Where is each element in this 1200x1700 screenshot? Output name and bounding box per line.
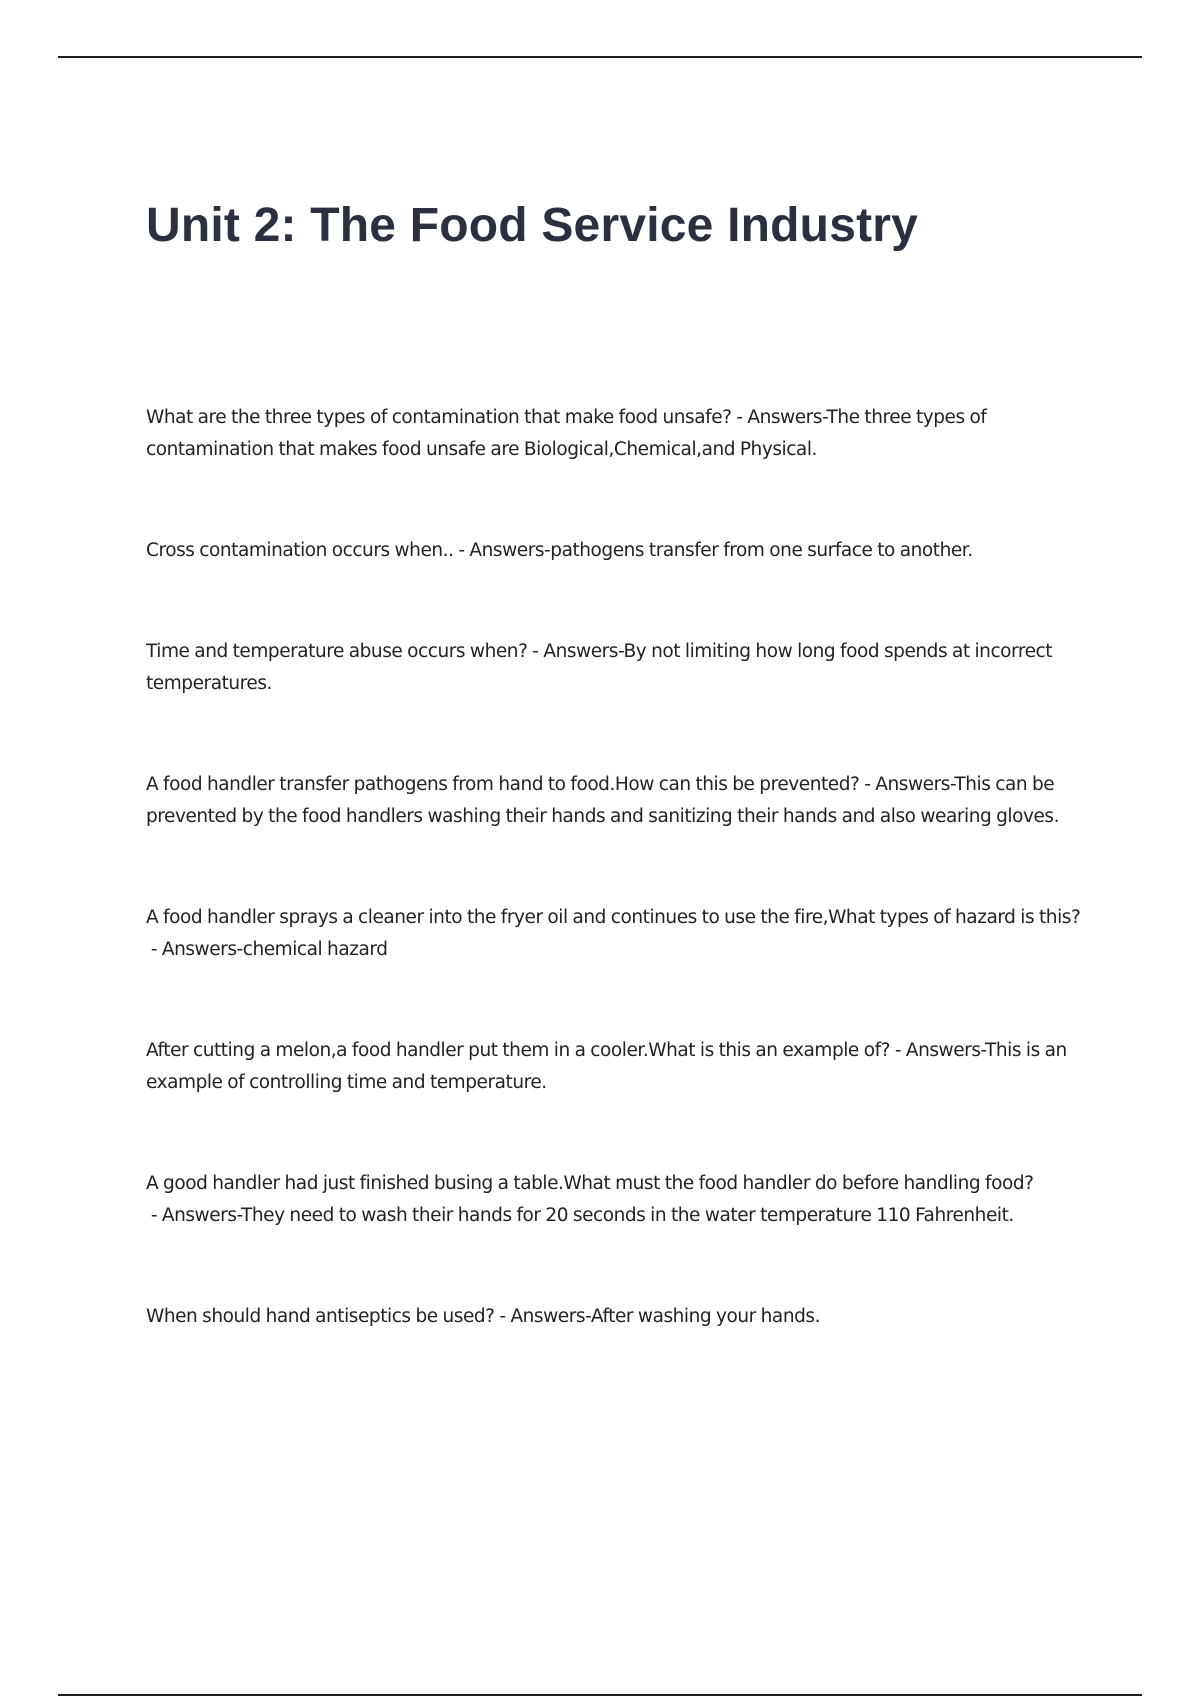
qa-separator: - bbox=[731, 407, 748, 428]
question-text: A food handler sprays a cleaner into the fryer oil and continues to use the fire,What types of hazard is this? bbox=[146, 907, 1081, 928]
qa-item bbox=[146, 902, 1086, 966]
qa-item bbox=[146, 402, 1086, 466]
question-text: Cross contamination occurs when.. bbox=[146, 540, 454, 561]
answer-text: Answers-pathogens transfer from one surface to another. bbox=[469, 540, 973, 561]
qa-separator: - bbox=[146, 1205, 162, 1226]
question-text: A good handler had just finished busing a table.What must the food handler do before handling food? bbox=[146, 1173, 1034, 1194]
qa-item bbox=[146, 1035, 1086, 1099]
qa-item bbox=[146, 1301, 1086, 1333]
page-title: Unit 2: The Food Service Industry bbox=[146, 199, 919, 252]
answer-text: Answers-The three types of contamination that makes food unsafe are Biological,Chemical,and Physical. bbox=[146, 407, 987, 460]
question-text: When should hand antiseptics be used? bbox=[146, 1306, 495, 1327]
qa-separator: - bbox=[146, 939, 162, 960]
question-text: After cutting a melon,a food handler put them in a cooler.What is this an example of? bbox=[146, 1040, 890, 1061]
answer-text: Answers-This can be prevented by the food handlers washing their hands and sanitizing their hands and also wearing gloves. bbox=[146, 774, 1060, 827]
top-divider bbox=[58, 56, 1142, 58]
answer-text: Answers-This is an example of controlling time and temperature. bbox=[146, 1040, 1067, 1093]
qa-separator: - bbox=[527, 641, 544, 662]
qa-separator: - bbox=[890, 1040, 906, 1061]
qa-list bbox=[146, 402, 1086, 1402]
qa-item bbox=[146, 636, 1086, 700]
qa-separator: - bbox=[494, 1306, 511, 1327]
answer-text: Answers-By not limiting how long food spends at incorrect temperatures. bbox=[146, 641, 1053, 694]
qa-item bbox=[146, 769, 1086, 833]
qa-separator: - bbox=[859, 774, 876, 795]
question-text: A food handler transfer pathogens from hand to food.How can this be prevented? bbox=[146, 774, 860, 795]
qa-separator: - bbox=[453, 540, 470, 561]
answer-text: Answers-They need to wash their hands for 20 seconds in the water temperature 110 Fahrenheit. bbox=[161, 1205, 1014, 1226]
bottom-divider bbox=[58, 1694, 1142, 1696]
question-text: Time and temperature abuse occurs when? bbox=[146, 641, 528, 662]
qa-item bbox=[146, 535, 1086, 567]
answer-text: Answers-After washing your hands. bbox=[510, 1306, 821, 1327]
qa-item bbox=[146, 1168, 1086, 1232]
answer-text: Answers-chemical hazard bbox=[161, 939, 388, 960]
question-text: What are the three types of contamination that make food unsafe? bbox=[146, 407, 732, 428]
